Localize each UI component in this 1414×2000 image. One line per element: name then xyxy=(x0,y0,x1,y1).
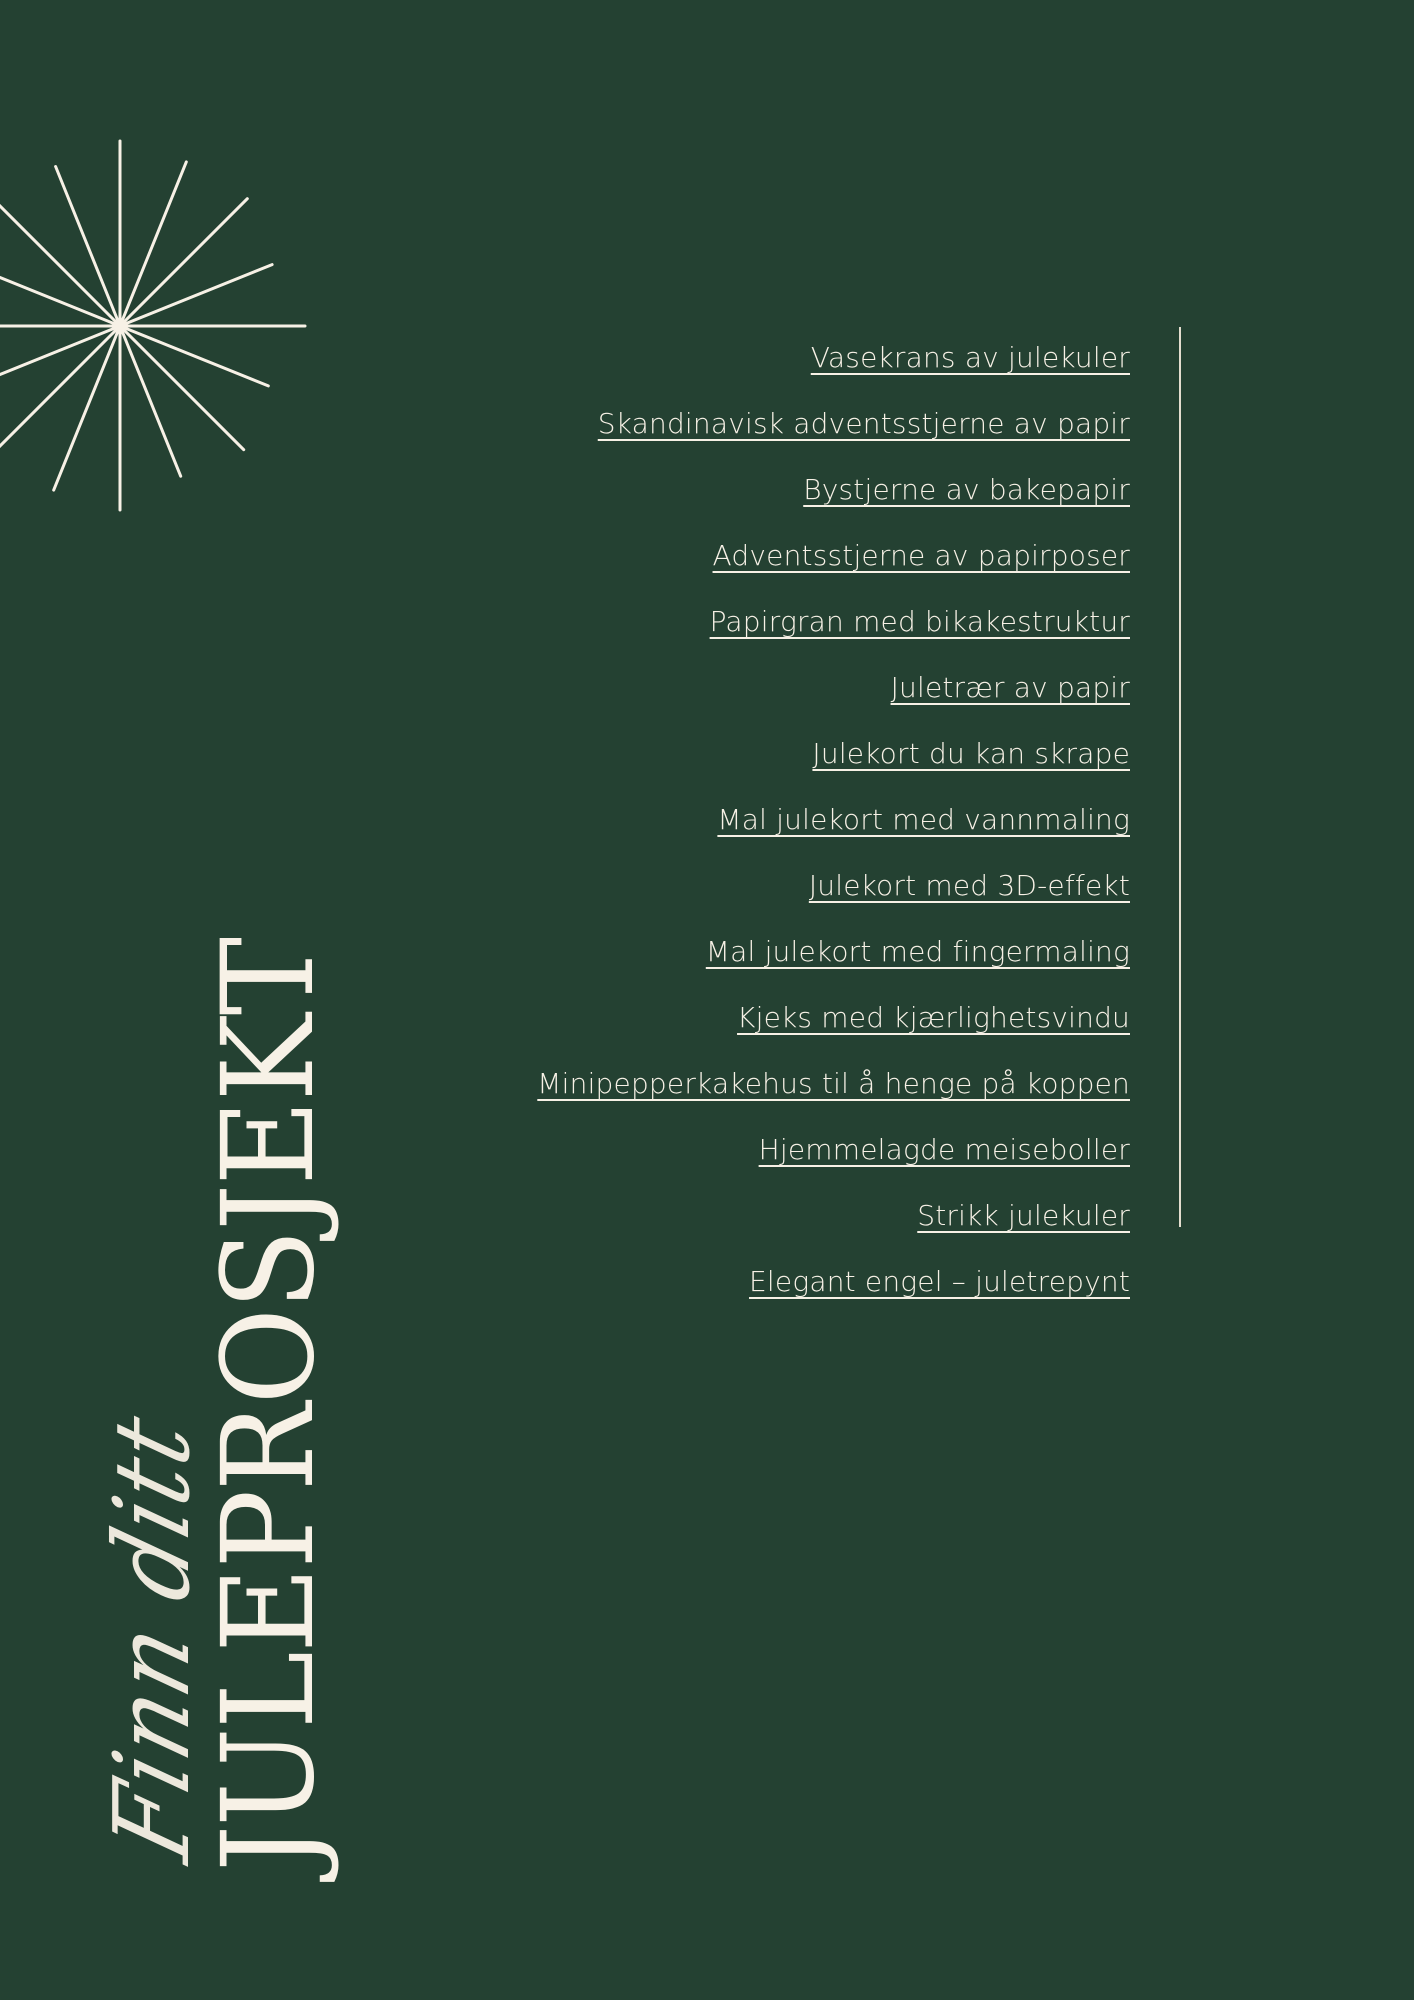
list-item xyxy=(537,721,1130,787)
vertical-divider-line xyxy=(1179,327,1181,1227)
list-item xyxy=(537,655,1130,721)
starburst-icon xyxy=(0,0,320,530)
project-link-list xyxy=(537,325,1130,1315)
starburst-ray xyxy=(120,326,268,386)
project-link[interactable]: Mal julekort med fingermaling xyxy=(705,935,1130,968)
starburst-ray xyxy=(120,326,181,476)
project-link[interactable]: Elegant engel – juletrepynt xyxy=(749,1265,1130,1298)
list-item xyxy=(537,1117,1130,1183)
project-link[interactable]: Hjemmelagde meiseboller xyxy=(758,1133,1130,1166)
page-title: JULEPROSJEKT xyxy=(195,938,342,1872)
list-item xyxy=(537,1249,1130,1315)
starburst-ray xyxy=(56,167,120,327)
project-link[interactable]: Mal julekort med vannmaling xyxy=(717,803,1130,836)
project-link[interactable]: Julekort du kan skrape xyxy=(812,737,1130,770)
list-item xyxy=(537,1183,1130,1249)
project-link[interactable]: Kjeks med kjærlighetsvindu xyxy=(737,1001,1130,1034)
project-link[interactable]: Vasekrans av julekuler xyxy=(810,341,1130,374)
list-item xyxy=(537,523,1130,589)
starburst-ray xyxy=(0,326,120,450)
list-item xyxy=(537,391,1130,457)
starburst-ray xyxy=(120,265,272,326)
starburst-ray xyxy=(0,326,120,392)
starburst-ray xyxy=(0,260,120,326)
starburst-ray xyxy=(120,326,244,450)
project-link[interactable]: Papirgran med bikakestruktur xyxy=(709,605,1130,638)
list-item xyxy=(537,985,1130,1051)
list-item xyxy=(537,457,1130,523)
project-link[interactable]: Julekort med 3D-effekt xyxy=(808,869,1130,902)
list-item xyxy=(537,325,1130,391)
list-item xyxy=(537,1051,1130,1117)
vertical-title xyxy=(30,938,390,1880)
project-link[interactable]: Skandinavisk adventsstjerne av papir xyxy=(597,407,1130,440)
list-item xyxy=(537,589,1130,655)
list-item xyxy=(537,787,1130,853)
project-link[interactable]: Minipepperkakehus til å henge på koppen xyxy=(537,1067,1130,1100)
starburst-ray xyxy=(0,202,120,326)
starburst-ray xyxy=(120,162,186,326)
script-subtitle: Finn ditt xyxy=(91,1401,213,1873)
project-link[interactable]: Juletrær av papir xyxy=(890,671,1130,704)
project-link[interactable]: Strikk julekuler xyxy=(917,1199,1130,1232)
starburst-ray xyxy=(54,326,120,490)
project-link[interactable]: Bystjerne av bakepapir xyxy=(803,473,1130,506)
list-item xyxy=(537,919,1130,985)
project-link[interactable]: Adventsstjerne av papirposer xyxy=(712,539,1130,572)
starburst-ray xyxy=(120,199,247,326)
list-item xyxy=(537,853,1130,919)
